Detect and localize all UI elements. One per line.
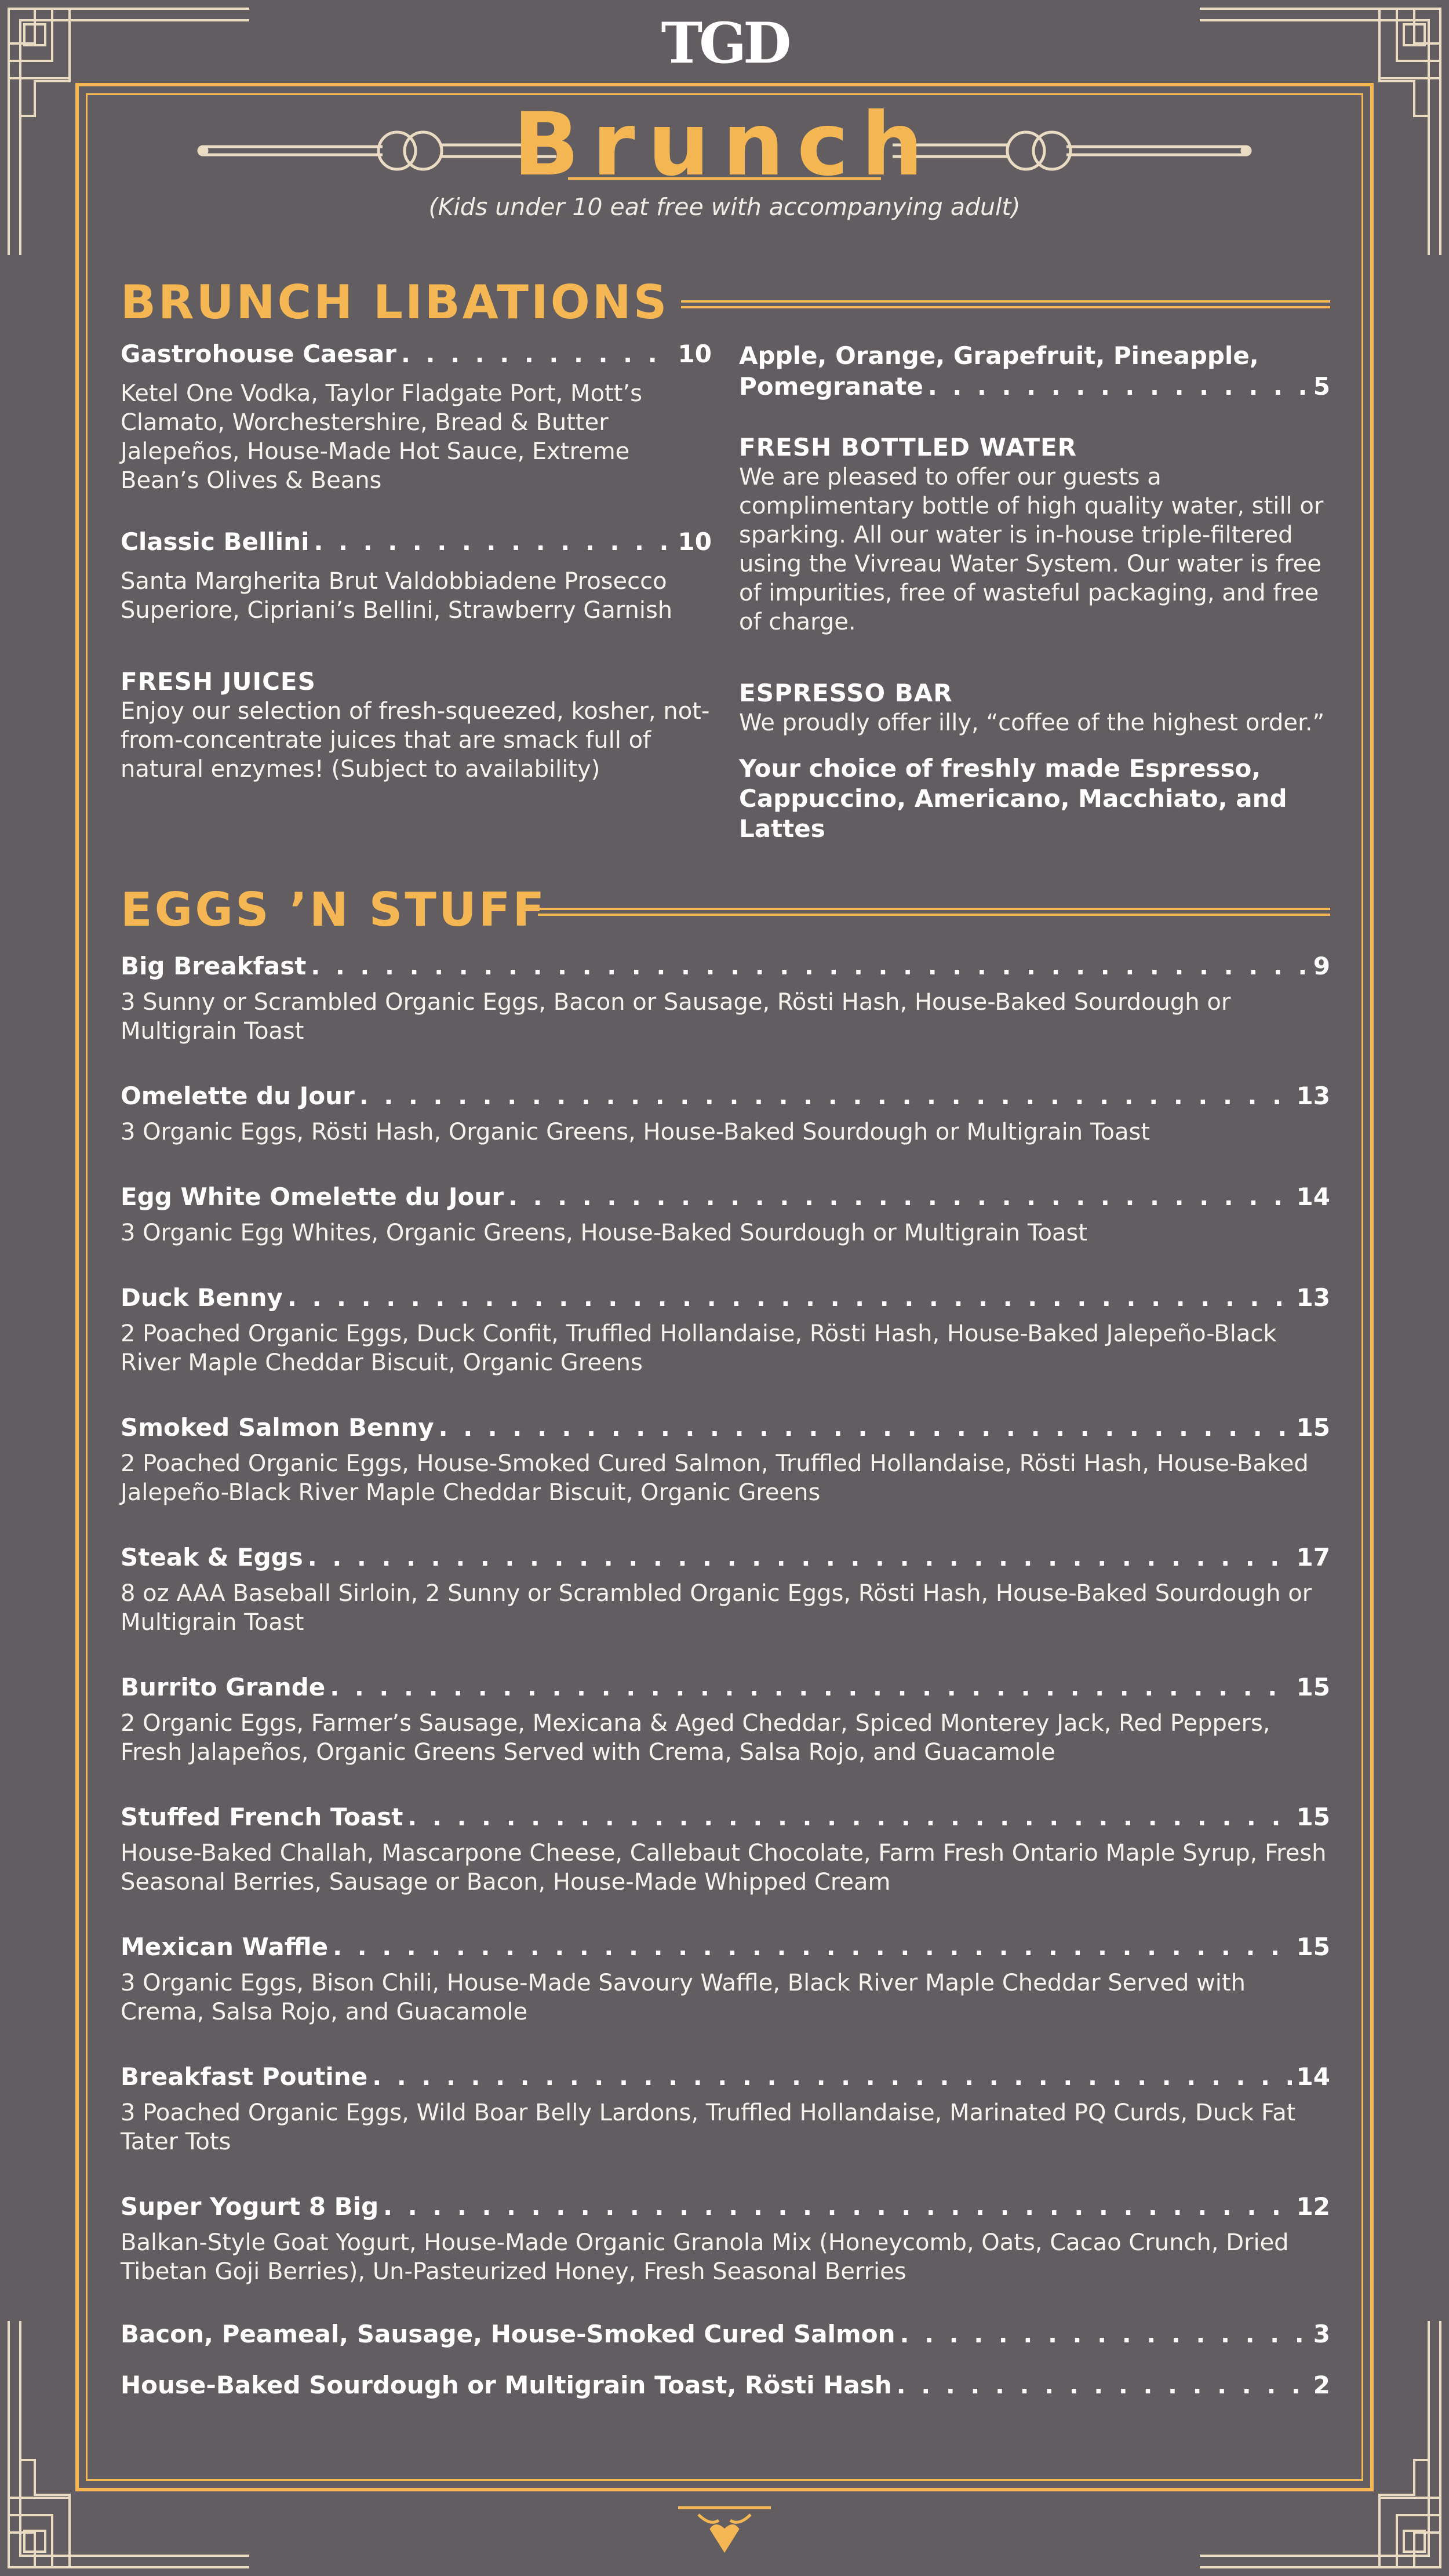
leader-dots — [333, 1931, 1291, 1963]
item-name: Stuffed French Toast — [121, 1803, 403, 1831]
item-price: 13 — [1296, 1082, 1330, 1110]
egg-item — [121, 1802, 1330, 1897]
item-price: 14 — [1296, 1183, 1330, 1211]
item-price: 15 — [1296, 1803, 1330, 1831]
item-row — [121, 2191, 1330, 2222]
item-row — [121, 951, 1330, 982]
item-description: 8 oz AAA Baseball Sirloin, 2 Sunny or Scrambled Organic Eggs, Rösti Hash, House-Baked Sourdough or Multigrain Toast — [121, 1580, 1312, 1636]
leader-dots — [383, 2191, 1291, 2222]
item-row — [121, 1282, 1330, 1314]
item-row — [121, 1931, 1330, 1963]
egg-item — [121, 1542, 1330, 1637]
item-description: 3 Organic Eggs, Rösti Hash, Organic Greens, House-Baked Sourdough or Multigrain Toast — [121, 1119, 1150, 1145]
bottled-water-title: FRESH BOTTLED WATER — [739, 433, 1077, 461]
fresh-juices-block — [121, 667, 712, 784]
section-rule-libations — [681, 300, 1330, 308]
side-item — [121, 2370, 1330, 2401]
item-name: Classic Bellini — [121, 527, 310, 556]
item-description: 2 Poached Organic Eggs, Duck Confit, Truffled Hollandaise, Rösti Hash, House-Baked Jalepeño-Black River Maple Cheddar Biscuit, Organic Greens — [121, 1320, 1277, 1376]
section-title-libations: BRUNCH LIBATIONS — [121, 275, 669, 329]
item-name: Gastrohouse Caesar — [121, 340, 396, 368]
item-description: 3 Organic Egg Whites, Organic Greens, House-Baked Sourdough or Multigrain Toast — [121, 1220, 1087, 1246]
espresso-choices: Your choice of freshly made Espresso, Cappuccino, Americano, Macchiato, and Lattes — [739, 754, 1287, 843]
leader-dots — [330, 1672, 1291, 1703]
egg-item — [121, 1282, 1330, 1377]
logo-text: TGD — [661, 10, 788, 76]
item-name: Omelette du Jour — [121, 1082, 355, 1110]
egg-item — [121, 1080, 1330, 1147]
item-row — [121, 2061, 1330, 2093]
item-price: 5 — [1313, 372, 1330, 401]
item-description: 3 Poached Organic Eggs, Wild Boar Belly Lardons, Truffled Hollandaise, Marinated PQ Curds, Duck Fat Tater Tots — [121, 2100, 1296, 2155]
item-row — [121, 1412, 1330, 1443]
section-rule-eggs — [538, 908, 1330, 916]
item-price: 2 — [1313, 2371, 1330, 2399]
juice-options-block — [739, 341, 1330, 402]
section-title-eggs: EGGS ’N STUFF — [121, 883, 547, 937]
egg-item — [121, 1412, 1330, 1507]
leader-dots — [308, 1542, 1292, 1573]
restaurant-logo — [638, 12, 811, 75]
egg-item — [121, 2061, 1330, 2156]
item-row — [121, 2319, 1330, 2350]
item-name: Egg White Omelette du Jour — [121, 1183, 504, 1211]
egg-item — [121, 1931, 1330, 2026]
leader-dots — [311, 951, 1308, 982]
item-price: 9 — [1313, 952, 1330, 980]
fresh-juices-title: FRESH JUICES — [121, 667, 316, 696]
item-row — [121, 1672, 1330, 1703]
corner-ornament-bottom-left — [0, 2321, 255, 2576]
libation-item — [121, 339, 712, 495]
espresso-bar-description: We proudly offer illy, “coffee of the highest order.” — [739, 710, 1325, 736]
item-name: Super Yogurt 8 Big — [121, 2192, 379, 2221]
leader-dots — [314, 526, 673, 558]
item-row — [739, 371, 1330, 402]
libation-item — [121, 526, 712, 625]
leader-dots — [900, 2319, 1309, 2350]
item-price: 13 — [1296, 1283, 1330, 1312]
item-row — [121, 1542, 1330, 1573]
leader-dots — [897, 2370, 1309, 2401]
item-price: 15 — [1296, 1933, 1330, 1961]
item-description: 3 Sunny or Scrambled Organic Eggs, Bacon or Sausage, Rösti Hash, House-Baked Sourdough or Multigrain Toast — [121, 989, 1231, 1045]
leader-dots — [287, 1282, 1292, 1314]
menu-title: Brunch — [513, 94, 936, 195]
egg-item — [121, 951, 1330, 1046]
leader-dots — [928, 371, 1309, 402]
fresh-juices-description: Enjoy our selection of fresh-squeezed, kosher, not-from-concentrate juices that are smack full of natural enzymes! (Subject to availability) — [121, 698, 710, 783]
item-row — [121, 339, 712, 370]
item-price: 17 — [1296, 1543, 1330, 1571]
item-name: House-Baked Sourdough or Multigrain Toast, Rösti Hash — [121, 2371, 892, 2399]
item-name: Big Breakfast — [121, 952, 307, 980]
item-row — [121, 1181, 1330, 1213]
item-description: 2 Poached Organic Eggs, House-Smoked Cured Salmon, Truffled Hollandaise, Rösti Hash, House-Baked Jalepeño-Black River Maple Cheddar Biscuit, Organic Greens — [121, 1450, 1309, 1506]
espresso-bar-block — [739, 678, 1330, 844]
menu-subtitle: (Kids under 10 eat free with accompanying adult) — [428, 193, 1021, 221]
item-row — [121, 2370, 1330, 2401]
item-name: Duck Benny — [121, 1283, 283, 1312]
item-description: Santa Margherita Brut Valdobbiadene Prosecco Superiore, Cipriani’s Bellini, Strawberry Garnish — [121, 568, 673, 624]
juice-options-line2: Pomegranate — [739, 372, 923, 401]
egg-item — [121, 2191, 1330, 2286]
item-price: 14 — [1296, 2062, 1330, 2091]
item-name: Smoked Salmon Benny — [121, 1413, 434, 1442]
item-price: 10 — [678, 527, 712, 556]
item-description: Balkan-Style Goat Yogurt, House-Made Organic Granola Mix (Honeycomb, Oats, Cacao Crunch, Dried Tibetan Goji Berries), Un-Pasteurized Honey, Fresh Seasonal Berries — [121, 2229, 1289, 2285]
item-row — [121, 1802, 1330, 1833]
espresso-bar-title: ESPRESSO BAR — [739, 679, 953, 707]
item-row — [121, 1080, 1330, 1112]
egg-item — [121, 1181, 1330, 1247]
juice-options-line1: Apple, Orange, Grapefruit, Pineapple, — [739, 341, 1259, 370]
item-name: Breakfast Poutine — [121, 2062, 368, 2091]
item-price: 3 — [1313, 2320, 1330, 2348]
item-price: 15 — [1296, 1673, 1330, 1701]
bottled-water-block — [739, 432, 1330, 636]
leader-dots — [359, 1080, 1292, 1112]
item-price: 15 — [1296, 1413, 1330, 1442]
item-name: Steak & Eggs — [121, 1543, 303, 1571]
item-name: Bacon, Peameal, Sausage, House-Smoked Cured Salmon — [121, 2320, 895, 2348]
leader-dots — [372, 2061, 1291, 2093]
item-price: 10 — [678, 340, 712, 368]
leader-dots — [401, 339, 673, 370]
egg-item — [121, 1672, 1330, 1767]
leader-dots — [407, 1802, 1291, 1833]
side-item — [121, 2319, 1330, 2350]
corner-ornament-bottom-right — [1194, 2321, 1449, 2576]
leader-dots — [439, 1412, 1292, 1443]
item-description: Ketel One Vodka, Taylor Fladgate Port, Mott’s Clamato, Worchestershire, Bread & Butter Jalepeños, House-Made Hot Sauce, Extreme Bean’s Olives & Beans — [121, 380, 642, 494]
item-name: Mexican Waffle — [121, 1933, 329, 1961]
leader-dots — [508, 1181, 1292, 1213]
item-description: House-Baked Challah, Mascarpone Cheese, Callebaut Chocolate, Farm Fresh Ontario Maple Syrup, Fresh Seasonal Berries, Sausage or Bacon, House-Made Whipped Cream — [121, 1840, 1327, 1895]
item-description: 2 Organic Eggs, Farmer’s Sausage, Mexicana & Aged Cheddar, Spiced Monterey Jack, Red Peppers, Fresh Jalapeños, Organic Greens Served with Crema, Salsa Rojo, and Guacamole — [121, 1710, 1270, 1766]
item-price: 12 — [1296, 2192, 1330, 2221]
item-description: 3 Organic Eggs, Bison Chili, House-Made Savoury Waffle, Black River Maple Cheddar Served with Crema, Salsa Rojo, and Guacamole — [121, 1970, 1246, 2025]
bottled-water-description: We are pleased to offer our guests a complimentary bottle of high quality water, still or sparking. All our water is in-house triple-filtered using the Vivreau Water System. Our water is free of impurities, free of wasteful packaging, and free of charge. — [739, 464, 1324, 635]
item-name: Burrito Grande — [121, 1673, 326, 1701]
item-row — [121, 526, 712, 558]
bottom-ornament-icon — [675, 2503, 774, 2555]
